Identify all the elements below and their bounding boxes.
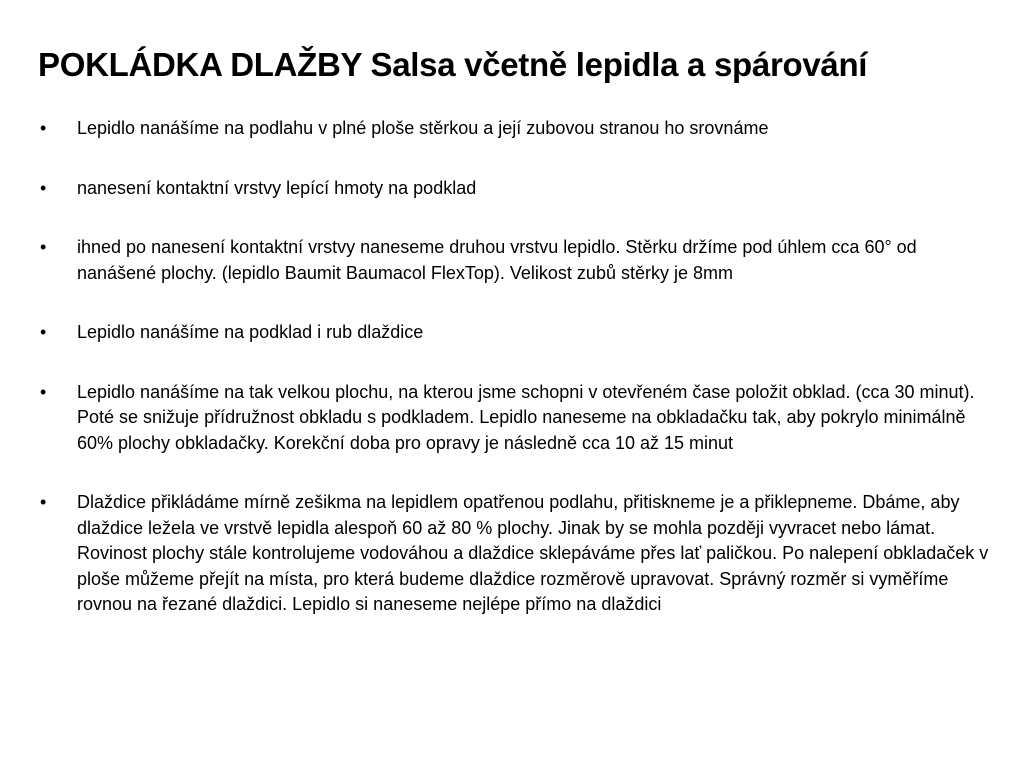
bullet-text: Lepidlo nanášíme na podlahu v plné ploše stěrkou a její zubovou stranou ho srovnáme xyxy=(77,118,769,138)
bullet-item xyxy=(38,320,990,346)
bullet-list xyxy=(38,116,990,652)
bullet-item xyxy=(38,235,990,286)
bullet-item xyxy=(38,490,990,618)
bullet-dot-icon: • xyxy=(40,237,47,257)
bullet-dot-icon: • xyxy=(40,177,47,198)
bullet-text: ihned po nanesení kontaktní vrstvy naneseme druhou vrstvu lepidlo. Stěrku držíme pod úhlem cca 60° od nanášené plochy. (lepidlo Baumit Baumacol FlexTop). Velikost zubů stěrky je 8mm xyxy=(77,237,917,283)
bullet-item xyxy=(38,116,990,142)
bullet-dot-icon: • xyxy=(40,492,47,512)
bullet-dot-icon: • xyxy=(40,322,47,342)
bullet-dot-icon: • xyxy=(40,381,47,402)
bullet-item xyxy=(38,380,990,457)
bullet-text: Lepidlo nanášíme na tak velkou plochu, na kterou jsme schopni v otevřeném čase položit obklad. (cca 30 minut). Poté se snižuje přídružnost obkladu s podkladem. Lepidlo naneseme na obkladačku tak, aby pokrylo minimálně 60% plochy obkladačky. Korekční doba pro opravy je následně cca 10 až 15 minut xyxy=(77,381,975,453)
bullet-text: nanesení kontaktní vrstvy lepící hmoty na podklad xyxy=(77,177,477,198)
bullet-item xyxy=(38,176,990,202)
bullet-text: Lepidlo nanášíme na podklad i rub dlaždice xyxy=(77,322,424,342)
slide-title: POKLÁDKA DLAŽBY Salsa včetně lepidla a spárování xyxy=(38,46,868,83)
bullet-dot-icon: • xyxy=(40,118,47,138)
bullet-text: Dlaždice přikládáme mírně zešikma na lepidlem opatřenou podlahu, přitiskneme je a přiklepneme. Dbáme, aby dlaždice ležela ve vrstvě lepidla alespoň 60 až 80 % plochy. Jinak by se mohla později vyvracet nebo lámat. Rovinost plochy stále kontrolujeme vodováhou a dlaždice sklepáváme přes lať paličkou. Po nalepení obkladaček v ploše můžeme přejít na místa, pro která budeme dlaždice rozměrově upravovat. Správný rozměr si vyměříme rovnou na řezané dlaždici. Lepidlo si naneseme nejlépe přímo na dlaždici xyxy=(77,492,989,614)
